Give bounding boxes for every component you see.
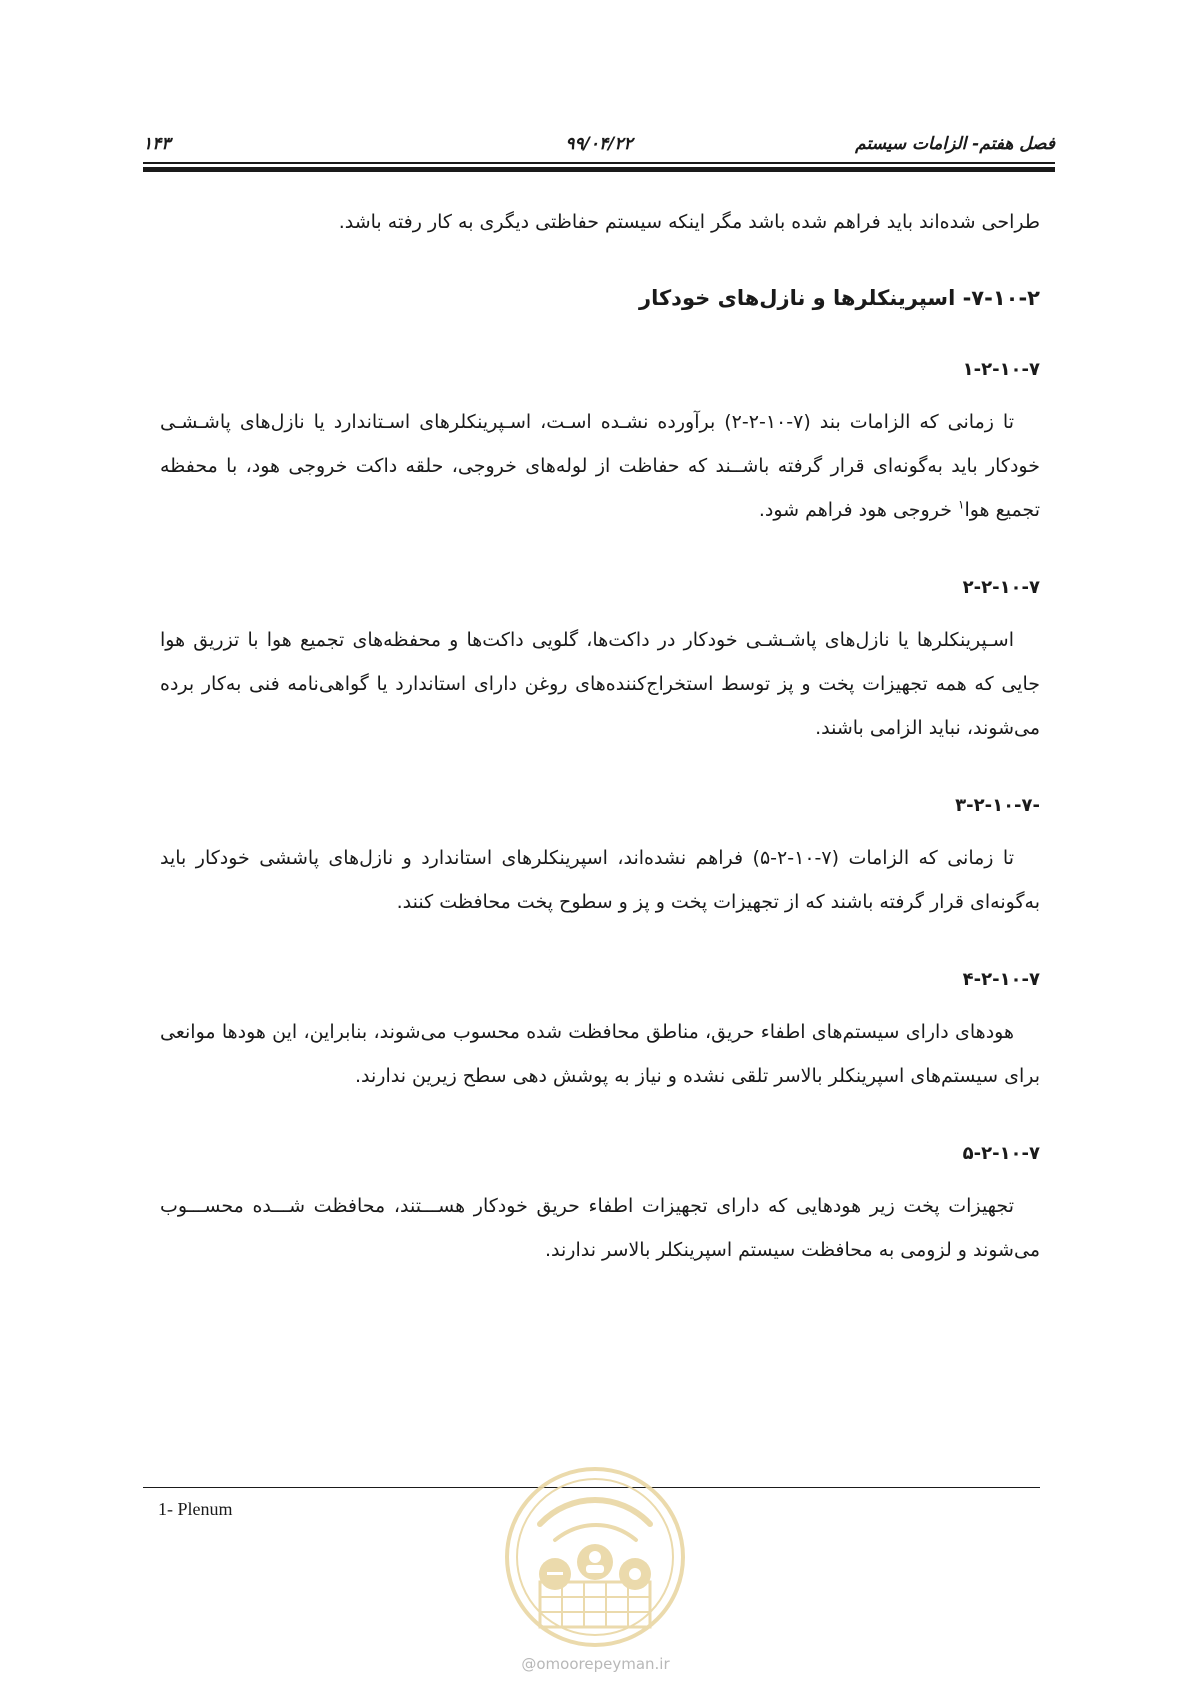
footnote: 1- Plenum <box>158 1499 233 1519</box>
footnote-reference[interactable]: ۱ <box>958 497 965 512</box>
subsection-number: -۳-۲-۱۰-۷ <box>955 795 1040 816</box>
header-rule-thin <box>143 162 1055 164</box>
intro-paragraph: طراحی شده‌اند باید فراهم شده باشد مگر اینکه سیستم حفاظتی دیگری به کار رفته باشد. <box>338 211 1040 233</box>
subsection-number: ۵-۲-۱۰-۷ <box>962 1143 1040 1164</box>
subsection-number: ۴-۲-۱۰-۷ <box>962 969 1040 990</box>
subsection-paragraph: تجهیزات پخت زیر هودهایی که دارای تجهیزات اطفاء حریق خودکار هســـتند، محافظت شـــده محســـوب می‌شوند و لزومی به محافظت سیستم اسپرینکلر بالاسر ندارند. <box>160 1195 1040 1261</box>
page-content <box>160 200 1040 1272</box>
page-number: ۱۴۳ <box>143 134 171 154</box>
page-header <box>143 134 1055 158</box>
watermark-url: @omoorepeyman.ir <box>521 1655 670 1673</box>
chapter-title: فصل هفتم- الزامات سیستم <box>855 134 1055 154</box>
revision-date: ۹۹/۰۴/۲۲ <box>565 134 633 154</box>
subsection-paragraph: تا زمانی که الزامات (۷-۱۰-۲-۵) فراهم نشده‌اند، اسپرینکلرهای استاندارد و نازل‌های پاششی خودکار باید به‌گونه‌ای قرار گرفته باشند که از تجهیزات پخت و پز و سطوح پخت محافظت کنند. <box>160 847 1040 913</box>
paragraph-text: تا زمانی که الزامات بند (۷-۱۰-۲-۲) برآورده نشـده اسـت، اسـپرینکلرهای اسـتاندارد یا نازل‌های پاشـشـی خودکار باید به‌گونه‌ای قرار گرفته باشــند که حفاظت از لوله‌های خروجی، حلقه داکت خروجی هود، با محفظه تجمیع هوا <box>160 411 1040 521</box>
paragraph-text: خروجی هود فراهم شود. <box>758 499 958 521</box>
watermark-seal-icon <box>500 1462 690 1652</box>
subsection-number: ۲-۲-۱۰-۷ <box>962 577 1040 598</box>
header-rule-thick <box>143 167 1055 172</box>
subsection-paragraph <box>160 400 1040 532</box>
subsection-paragraph: هودهای دارای سیستم‌های اطفاء حریق، مناطق محافظت شده محسوب می‌شوند، بنابراین، این هودها موانعی برای سیستم‌های اسپرینکلر بالاسر تلقی نشده و نیاز به پوشش دهی سطح زیرین ندارند. <box>160 1021 1040 1087</box>
subsection-paragraph: اسـپرینکلرها یا نازل‌های پاشـشـی خودکار در داکت‌ها، گلویی داکت‌ها و محفظه‌های تجمیع هوا با تزریق هوا جایی که همه تجهیزات پخت و پز توسط استخراج‌کننده‌های روغن دارای استاندارد یا گواهی‌نامه فنی به‌کار برده می‌شوند، نباید الزامی باشند. <box>160 629 1040 739</box>
section-title: ۷-۱۰-۲- اسپرینکلرها و نازل‌های خودکار <box>639 286 1040 310</box>
subsection-number: ۱-۲-۱۰-۷ <box>962 359 1040 380</box>
